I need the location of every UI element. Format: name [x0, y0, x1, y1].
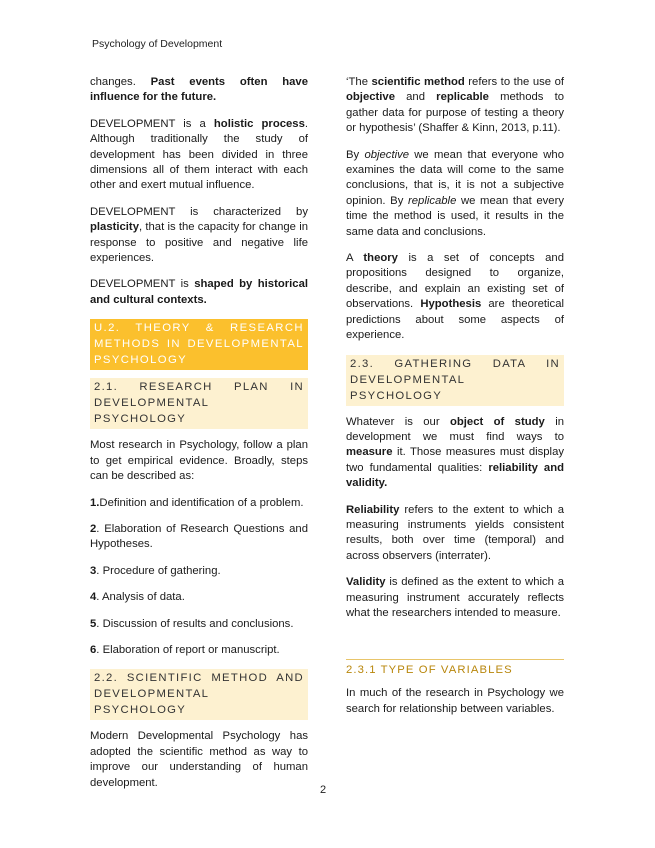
section-heading-2-2: 2.2. SCIENTIFIC METHOD AND DEVELOPMENTAL PSYCHOLOGY [90, 669, 308, 720]
paragraph: DEVELOPMENT is a holistic process. Although traditionally the study of development has been divided in three dimensions all of them interact with each other and exert mutual influence. [90, 117, 308, 192]
paragraph: DEVELOPMENT is shaped by historical and cultural contexts. [90, 278, 308, 306]
paragraph: Reliability refers to the extent to which a measuring instruments yields consistent results, both over time (temporal) and across observers (interrater). [346, 503, 564, 562]
section-heading-u2: U.2. THEORY & RESEARCH METHODS IN DEVELOPMENTAL PSYCHOLOGY [90, 319, 308, 370]
list-item: 6. Elaboration of report or manuscript. [90, 643, 280, 656]
right-column [346, 75, 564, 728]
list-item: 3. Procedure of gathering. [90, 564, 221, 577]
paragraph: Most research in Psychology, follow a plan to get empirical evidence. Broadly, steps can be described as: [90, 439, 308, 483]
spacer [346, 632, 564, 659]
paragraph: Validity is defined as the extent to which a measuring instrument accurately reflects what the researchers intended to measure. [346, 576, 564, 619]
list-item: 2. Elaboration of Research Questions and Hypotheses. [90, 522, 308, 551]
list-item: 4. Analysis of data. [90, 591, 185, 604]
list-item: 1.Definition and identification of a problem. [90, 496, 304, 509]
paragraph: Whatever is our object of study in development we must find ways to measure it. Those measures must display two fundamental qualities: reliability and validity. [346, 415, 565, 490]
running-header: Psychology of Development [92, 38, 223, 50]
page-number: 2 [320, 784, 327, 796]
paragraph: DEVELOPMENT is characterized by plasticity, that is the capacity for change in response to positive and negative life experiences. [90, 205, 308, 265]
left-column [90, 75, 308, 802]
list-item: 5. Discussion of results and conclusions. [90, 617, 294, 630]
paragraph: In much of the research in Psychology we search for relationship between variables. [346, 687, 564, 715]
section-heading-2-1: 2.1. RESEARCH PLAN IN DEVELOPMENTAL PSYCHOLOGY [90, 378, 308, 429]
section-heading-2-3-1: 2.3.1 TYPE OF VARIABLES [346, 659, 564, 678]
paragraph: ‘The scientific method refers to the use of objective and replicable methods to gather data for purpose of testing a theory or hypothesis’ (Shaffer & Kinn, 2013, p.11). [346, 76, 564, 135]
paragraph: Modern Developmental Psychology has adopted the scientific method as way to improve our understanding of human development. [90, 730, 308, 789]
paragraph: By objective we mean that everyone who examines the data will come to the same conclusions, that is, it is not a subjective opinion. By replicable we mean that every time the method is used, it results in the same data and conclusions. [346, 148, 564, 238]
paragraph: changes. Past events often have influence for the future. [90, 76, 308, 104]
section-heading-2-3: 2.3. GATHERING DATA IN DEVELOPMENTAL PSYCHOLOGY [346, 355, 564, 406]
paragraph: A theory is a set of concepts and propositions designed to organize, describe, and explain an existing set of observations. Hypothesis are theoretical predictions about some aspects of experience. [346, 252, 564, 342]
